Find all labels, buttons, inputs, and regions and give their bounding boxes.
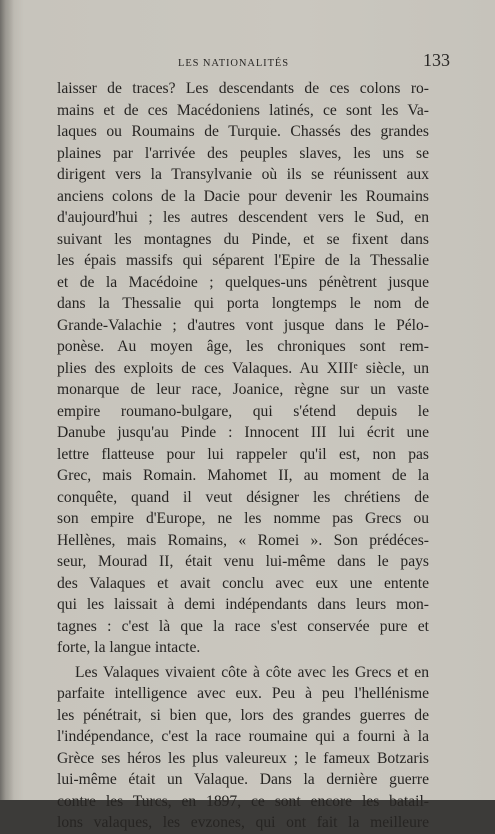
text-line: Grèce ses héros les plus valeureux ; le fameux Botzaris [57,749,429,767]
text-line: son empire d'Europe, ne les nomme pas Grecs ou [57,510,429,527]
text-line: laques ou Roumains de Turquie. Chassés des grandes [57,123,429,140]
text-line: et de la Macédoine ; quelques-uns pénètrent jusque [57,273,429,291]
text-line: lettre flatteuse pour lui rappeler qu'il est, non pas [57,445,429,463]
text-line: empire roumano-bulgare, qui s'étend depuis le [57,402,429,420]
text-line: l'indépendance, c'est la race roumaine qui a fourni à la [57,728,429,745]
text-line: Grande-Valachie ; d'autres vont jusque dans le Pélo- [57,316,429,334]
text-line: anciens colons de la Dacie pour devenir les Roumains [57,187,429,205]
text-line: des Valaques et avait conclu avec eux une entente [57,574,429,592]
text-line: Les Valaques vivaient côte à côte avec les Grecs et en [75,663,429,681]
text-line: les pénétrait, si bien que, lors des grandes guerres de [57,706,429,724]
text-line: qui les laissait à demi indépendants dans leurs mon- [57,596,429,613]
text-line: seur, Mourad II, était venu lui-même dans le pays [57,553,429,570]
text-line: les épais massifs qui séparent l'Epire de la Thessalie [57,252,429,269]
text-line: lui-même était un Valaque. Dans la dernière guerre [57,771,429,788]
text-line: parfaite intelligence avec eux. Peu à peu l'hellénisme [57,685,429,702]
text-line: dirigent vers la Transylvanie où ils se réunissent aux [57,166,429,183]
text-line: forte, la langue intacte. [57,639,201,656]
text-line: mains et de ces Macédoniens latinés, ce sont les Va- [57,101,429,119]
text-line: laisser de traces? Les descendants de ces colons ro- [57,80,429,97]
text-line: contre les Turcs, en 1897, ce sont encore les batail- [57,792,429,810]
running-title: LES NATIONALITÉS [178,58,289,69]
text-line: tagnes : c'est là que la race s'est conservée pure et [57,617,429,635]
text-line: lons valaques, les evzones, qui ont fait la meilleure [57,814,429,831]
paragraph-2 [57,662,429,834]
paragraph-1 [57,78,429,659]
text-line: monarque de leur race, Joanice, règne sur un vaste [57,381,429,398]
text-line: dans la Thessalie qui porta longtemps le nom de [57,295,429,312]
text-line: Hellènes, mais Romains, « Romei ». Son prédéces- [57,531,429,549]
text-line: Danube jusqu'au Pinde : Innocent III lui écrit une [57,424,429,441]
text-line: Grec, mais Romain. Mahomet II, au moment de la [57,467,429,484]
page-number: 133 [423,50,450,70]
text-line: d'aujourd'hui ; les autres descendent vers le Sud, en [57,209,429,226]
text-line: suivant les montagnes du Pinde, et se fixent dans [57,230,429,248]
text-line: ponèse. Au moyen âge, les chroniques sont rem- [57,338,429,355]
binding-shadow [0,0,14,800]
text-line: conquête, quand il veut désigner les chrétiens de [57,488,429,506]
body-text [57,78,429,834]
text-line: plaines par l'arrivée des peuples slaves, les uns se [57,144,429,162]
text-line: plies des exploits de ces Valaques. Au XIIIᵉ siècle, un [57,359,429,377]
